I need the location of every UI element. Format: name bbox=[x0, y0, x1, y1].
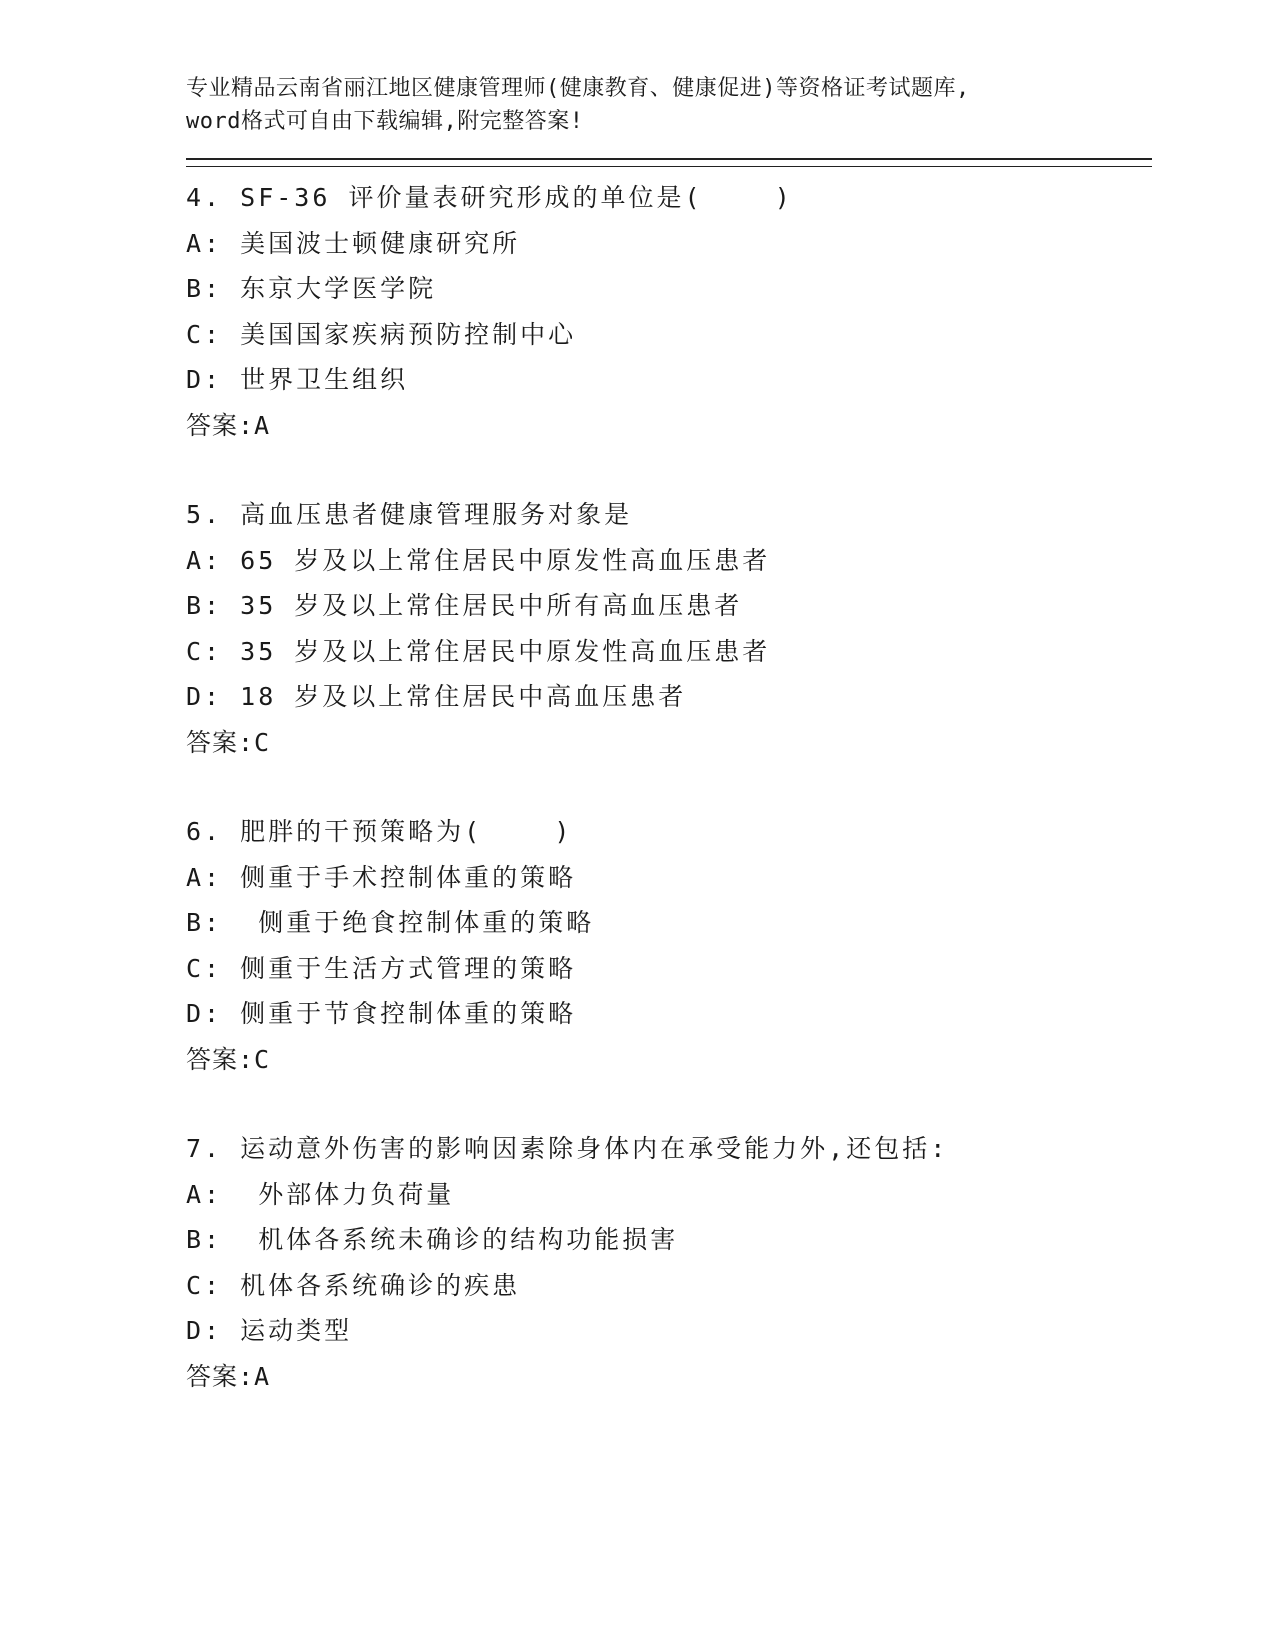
option-d: D: 运动类型 bbox=[186, 1316, 353, 1345]
option-c: C: 美国国家疾病预防控制中心 bbox=[186, 319, 577, 349]
question-4 bbox=[186, 175, 1152, 448]
option-d: D: 18 岁及以上常住居民中高血压患者 bbox=[186, 682, 687, 711]
option-b: B: 35 岁及以上常住居民中所有高血压患者 bbox=[186, 591, 743, 620]
document-page bbox=[186, 72, 1152, 1443]
option-c: C: 机体各系统确诊的疾患 bbox=[186, 1270, 521, 1300]
option-d: D: 侧重于节食控制体重的策略 bbox=[186, 999, 577, 1028]
question-5 bbox=[186, 492, 1152, 765]
header-divider bbox=[186, 158, 1152, 167]
answer: 答案:C bbox=[186, 727, 271, 757]
question-stem: 7. 运动意外伤害的影响因素除身体内在承受能力外,还包括: bbox=[186, 1134, 949, 1163]
answer: 答案:A bbox=[186, 1361, 271, 1391]
option-a: A: 65 岁及以上常住居民中原发性高血压患者 bbox=[186, 545, 771, 575]
header-line-1: 专业精品云南省丽江地区健康管理师(健康教育、健康促进)等资格证考试题库, bbox=[186, 76, 970, 101]
option-d: D: 世界卫生组织 bbox=[186, 365, 409, 394]
option-c: C: 35 岁及以上常住居民中原发性高血压患者 bbox=[186, 636, 771, 666]
answer: 答案:A bbox=[186, 410, 271, 440]
option-a: A: 美国波士顿健康研究所 bbox=[186, 228, 521, 258]
header-line-2: word格式可自由下载编辑,附完整答案! bbox=[186, 109, 584, 134]
question-7 bbox=[186, 1126, 1152, 1399]
option-b: B: 东京大学医学院 bbox=[186, 274, 437, 303]
option-b: B: 机体各系统未确诊的结构功能损害 bbox=[186, 1225, 679, 1254]
question-stem: 4. SF-36 评价量表研究形成的单位是( ) bbox=[186, 183, 793, 212]
option-b: B: 侧重于绝食控制体重的策略 bbox=[186, 908, 595, 937]
option-c: C: 侧重于生活方式管理的策略 bbox=[186, 953, 577, 983]
question-stem: 6. 肥胖的干预策略为( ) bbox=[186, 817, 573, 846]
option-a: A: 外部体力负荷量 bbox=[186, 1179, 455, 1209]
answer: 答案:C bbox=[186, 1044, 271, 1074]
option-a: A: 侧重于手术控制体重的策略 bbox=[186, 862, 577, 892]
question-stem: 5. 高血压患者健康管理服务对象是 bbox=[186, 500, 633, 529]
question-list bbox=[186, 175, 1152, 1399]
question-6 bbox=[186, 809, 1152, 1082]
